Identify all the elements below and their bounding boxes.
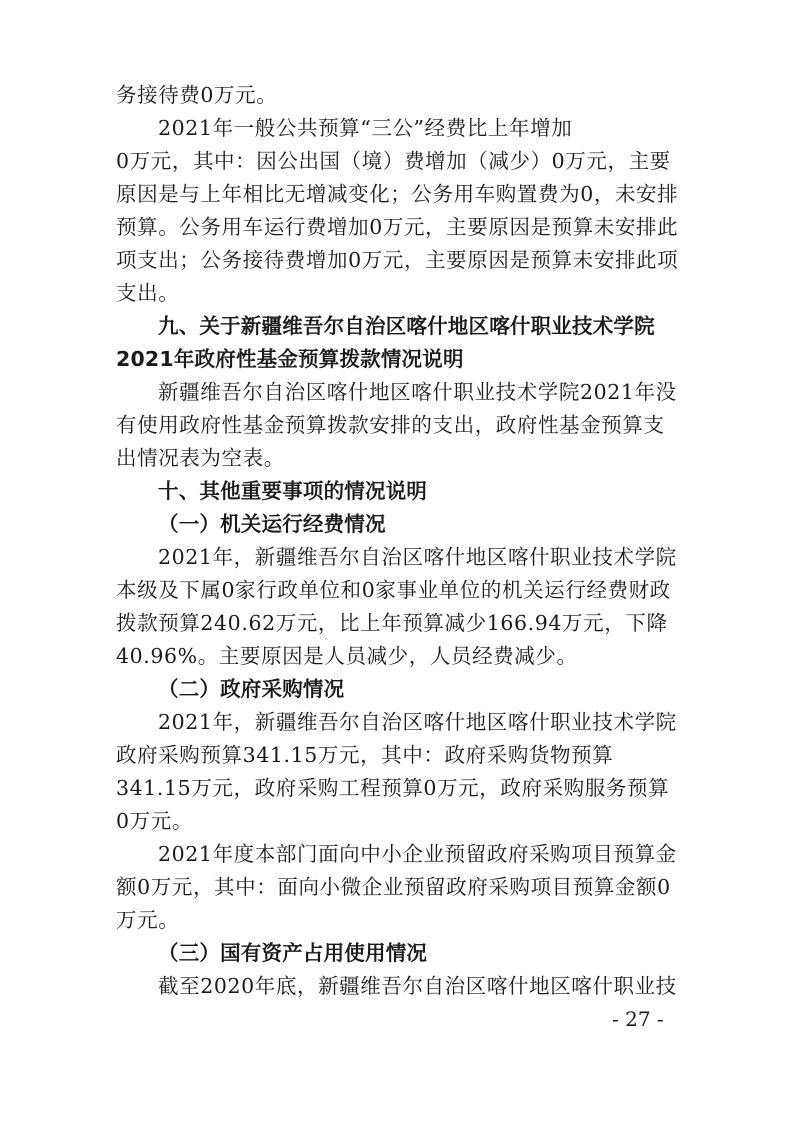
body-text-line: 本级及下属0家行政单位和0家事业单位的机关运行经费财政 bbox=[116, 578, 671, 602]
body-text-line: 支出。 bbox=[116, 281, 180, 305]
body-text-line: 政府采购预算341.15万元，其中：政府采购货物预算 bbox=[116, 743, 614, 767]
paragraph-first-line: 2021年一般公共预算“三公”经费比上年增加 bbox=[158, 116, 573, 140]
body-text-line: 务接待费0万元。 bbox=[116, 83, 278, 107]
body-text-line: 原因是与上年相比无增减变化；公务用车购置费为0，未安排 bbox=[116, 182, 679, 206]
subsection-heading-2: （二）政府采购情况 bbox=[158, 677, 345, 701]
section-heading-ten: 十、其他重要事项的情况说明 bbox=[158, 479, 428, 503]
paragraph-first-line: 2021年，新疆维吾尔自治区喀什地区喀什职业技术学院 bbox=[158, 545, 677, 569]
body-text-line: 万元。 bbox=[116, 908, 180, 932]
section-heading-nine-cont: 2021年政府性基金预算拨款情况说明 bbox=[116, 347, 464, 371]
body-text-line: 拨款预算240.62万元，比上年预算减少166.94万元，下降 bbox=[116, 611, 668, 635]
paragraph-first-line: 2021年度本部门面向中小企业预留政府采购项目预算金 bbox=[158, 842, 677, 866]
subsection-heading-1: （一）机关运行经费情况 bbox=[158, 512, 386, 536]
body-text-line: 额0万元，其中：面向小微企业预留政府采购项目预算金额0 bbox=[116, 875, 671, 899]
body-text-line: 341.15万元，政府采购工程预算0万元，政府采购服务预算 bbox=[116, 776, 670, 800]
body-text-line: 项支出；公务接待费增加0万元，主要原因是预算未安排此项 bbox=[116, 248, 679, 272]
subsection-heading-3: （三）国有资产占用使用情况 bbox=[158, 941, 428, 965]
body-text-line: 出情况表为空表。 bbox=[116, 446, 285, 470]
body-text-line: 有使用政府性基金预算拨款安排的支出，政府性基金预算支 bbox=[116, 413, 665, 437]
paragraph-first-line: 截至2020年底，新疆维吾尔自治区喀什地区喀什职业技 bbox=[158, 974, 677, 998]
paragraph-first-line: 新疆维吾尔自治区喀什地区喀什职业技术学院2021年没 bbox=[158, 380, 677, 404]
body-text-line: 0万元。 bbox=[116, 809, 193, 833]
body-text-line: 预算。公务用车运行费增加0万元，主要原因是预算未安排此 bbox=[116, 215, 679, 239]
paragraph-first-line: 2021年，新疆维吾尔自治区喀什地区喀什职业技术学院 bbox=[158, 710, 677, 734]
body-text-line: 40.96%。主要原因是人员减少，人员经费减少。 bbox=[116, 644, 578, 668]
page-number: - 27 - bbox=[612, 1007, 664, 1031]
section-heading-nine: 九、关于新疆维吾尔自治区喀什地区喀什职业技术学院 bbox=[158, 314, 655, 338]
body-text-line: 0万元，其中：因公出国（境）费增加（减少）0万元，主要 bbox=[116, 149, 671, 173]
